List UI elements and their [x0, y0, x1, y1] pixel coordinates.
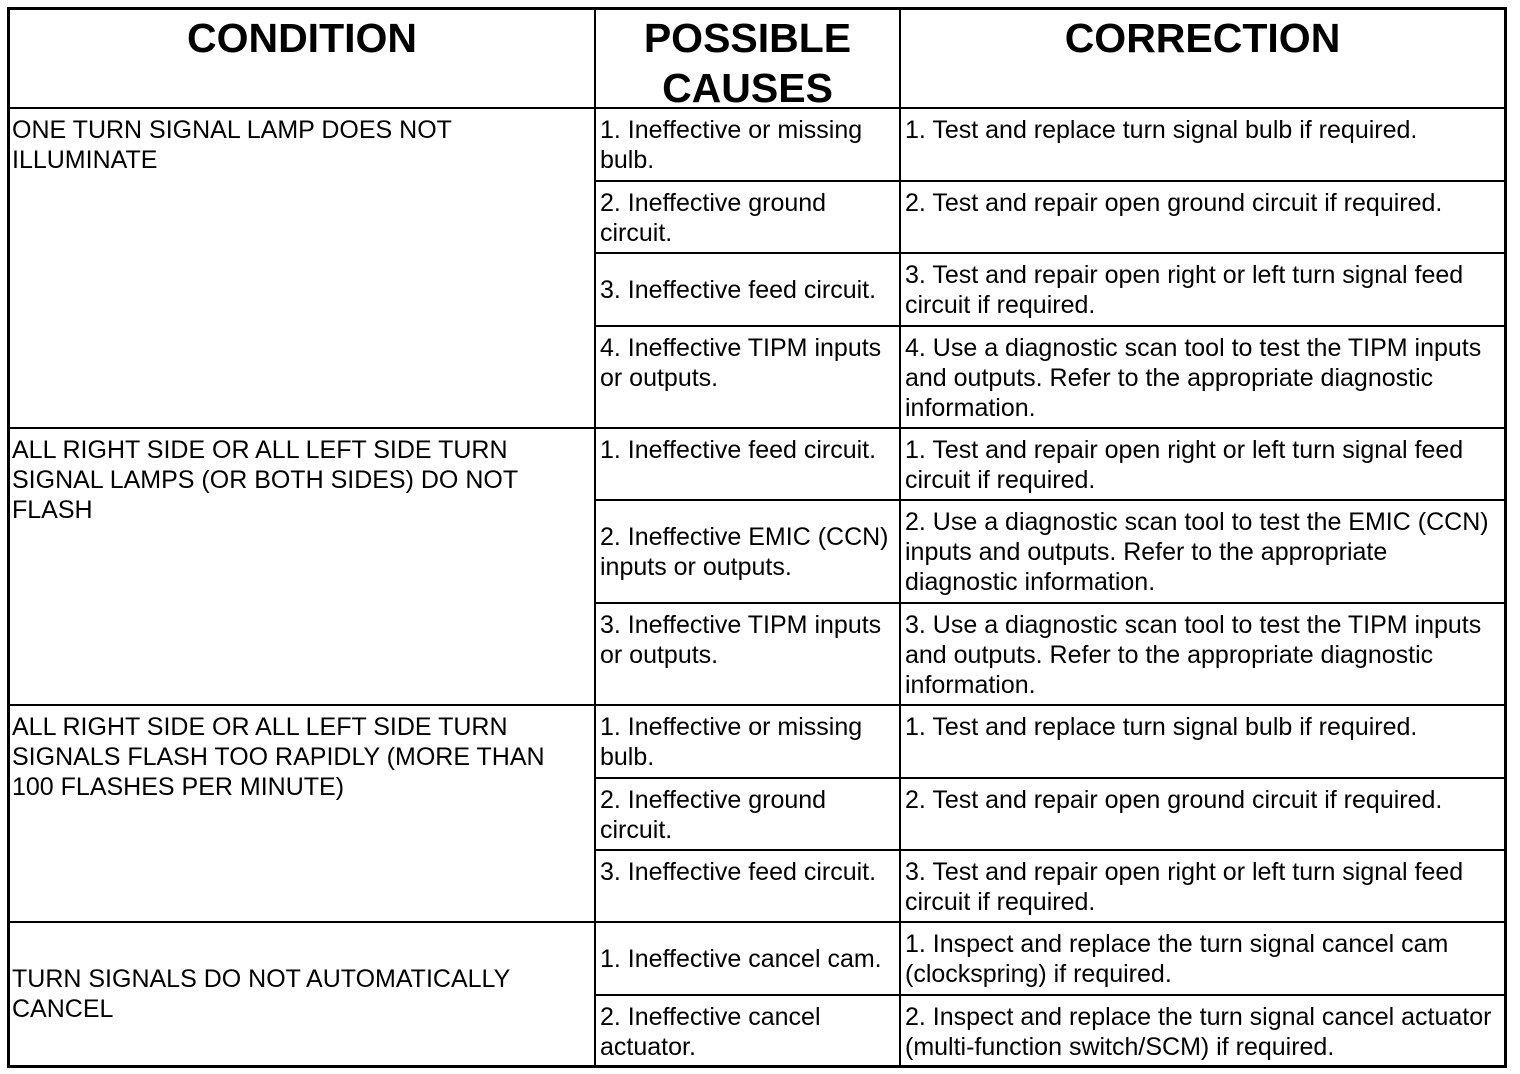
correction-cell: 4. Use a diagnostic scan tool to test the TIPM inputs and outputs. Refer to the appropriate diagnostic information.: [901, 327, 1504, 427]
correction-cell: 2. Use a diagnostic scan tool to test the EMIC (CCN) inputs and outputs. Refer to the appropriate diagnostic information.: [901, 501, 1504, 602]
correction-cell: 2. Inspect and replace the turn signal cancel actuator (multi-function switch/SCM) if required.: [901, 996, 1504, 1065]
cause-cell: 4. Ineffective TIPM inputs or outputs.: [596, 327, 899, 427]
header-correction: CORRECTION: [901, 10, 1504, 107]
cause-cell: 2. Ineffective ground circuit.: [596, 779, 899, 849]
cause-cell: 3. Ineffective feed circuit.: [596, 851, 899, 921]
cause-cell: 1. Ineffective or missing bulb.: [596, 109, 899, 180]
diagnosis-table: [7, 7, 1507, 1068]
correction-cell: 3. Test and repair open right or left turn signal feed circuit if required.: [901, 851, 1504, 921]
correction-cell: 2. Test and repair open ground circuit if required.: [901, 779, 1504, 849]
cause-cell: 2. Ineffective EMIC (CCN) inputs or outputs.: [596, 501, 899, 602]
correction-cell: 3. Use a diagnostic scan tool to test the TIPM inputs and outputs. Refer to the appropriate diagnostic information.: [901, 604, 1504, 704]
cause-cell: 1. Ineffective or missing bulb.: [596, 706, 899, 777]
cause-cell: 3. Ineffective TIPM inputs or outputs.: [596, 604, 899, 704]
cause-cell: 1. Ineffective feed circuit.: [596, 429, 899, 499]
correction-cell: 1. Inspect and replace the turn signal cancel cam (clockspring) if required.: [901, 923, 1504, 994]
correction-cell: 1. Test and repair open right or left turn signal feed circuit if required.: [901, 429, 1504, 499]
cause-cell: 2. Ineffective cancel actuator.: [596, 996, 899, 1065]
correction-cell: 1. Test and replace turn signal bulb if required.: [901, 706, 1504, 777]
correction-cell: 2. Test and repair open ground circuit if required.: [901, 182, 1504, 252]
correction-cell: 3. Test and repair open right or left turn signal feed circuit if required.: [901, 254, 1504, 325]
condition-cell: ALL RIGHT SIDE OR ALL LEFT SIDE TURN SIGNALS FLASH TOO RAPIDLY (MORE THAN 100 FLASHES PER MINUTE): [10, 706, 594, 921]
correction-cell: 1. Test and replace turn signal bulb if required.: [901, 109, 1504, 180]
header-condition: CONDITION: [10, 10, 594, 107]
cause-cell: 1. Ineffective cancel cam.: [596, 923, 899, 994]
header-possible-causes: POSSIBLE CAUSES: [596, 10, 899, 107]
cause-cell: 3. Ineffective feed circuit.: [596, 254, 899, 325]
cause-cell: 2. Ineffective ground circuit.: [596, 182, 899, 252]
condition-cell: TURN SIGNALS DO NOT AUTOMATICALLY CANCEL: [10, 923, 594, 1065]
condition-cell: ONE TURN SIGNAL LAMP DOES NOT ILLUMINATE: [10, 109, 594, 427]
condition-cell: ALL RIGHT SIDE OR ALL LEFT SIDE TURN SIGNAL LAMPS (OR BOTH SIDES) DO NOT FLASH: [10, 429, 594, 704]
